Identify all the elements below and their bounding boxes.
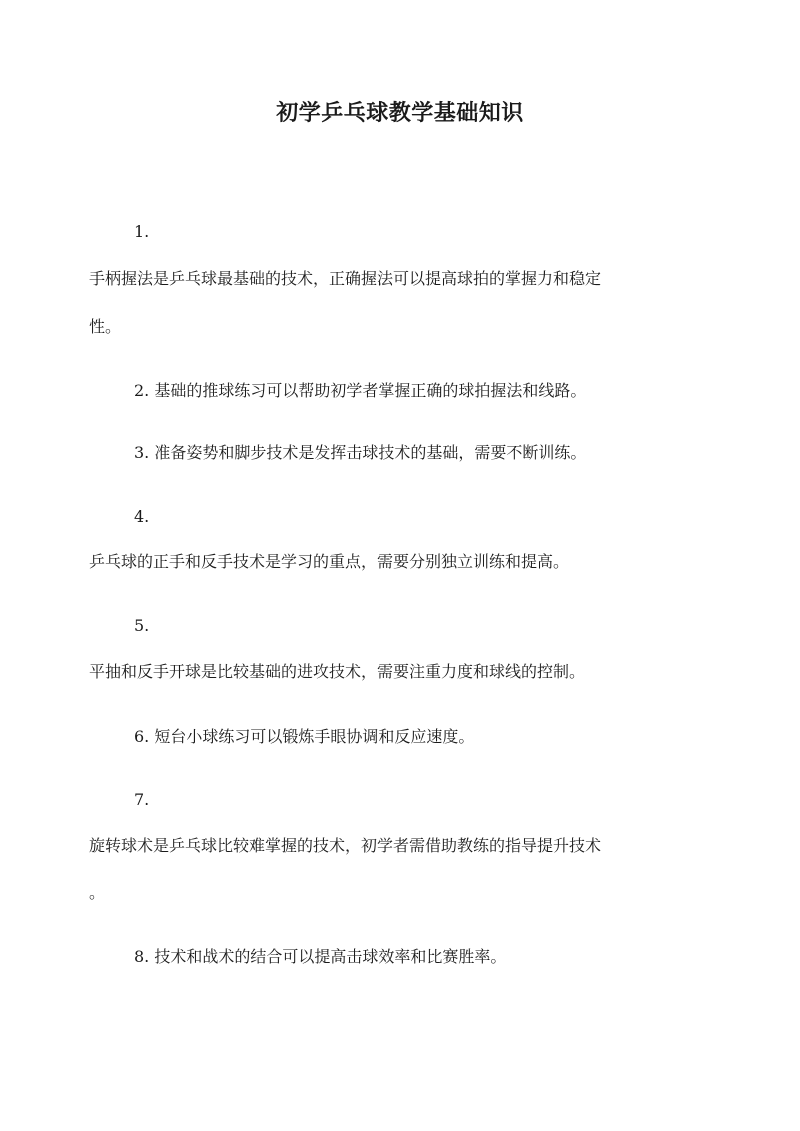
item-2-text: 2. 基础的推球练习可以帮助初学者掌握正确的球拍握法和线路。	[134, 381, 587, 400]
document-title: 初学乒乓球教学基础知识	[276, 100, 524, 126]
item-3-text: 3. 准备姿势和脚步技术是发挥击球技术的基础，需要不断训练。	[134, 443, 587, 462]
item-1-line-2: 性。	[89, 317, 122, 336]
item-6-text: 6. 短台小球练习可以锻炼手眼协调和反应速度。	[134, 727, 475, 746]
item-7-line-2: 。	[89, 883, 106, 902]
item-5-number: 5.	[134, 616, 150, 635]
item-7-line-1: 旋转球术是乒乓球比较难掌握的技术，初学者需借助教练的指导提升技术	[89, 836, 602, 855]
item-4-line-1: 乒乓球的正手和反手技术是学习的重点，需要分别独立训练和提高。	[89, 552, 570, 571]
item-1-line-1: 手柄握法是乒乓球最基础的技术，正确握法可以提高球拍的掌握力和稳定	[89, 269, 602, 288]
item-8-text: 8. 技术和战术的结合可以提高击球效率和比赛胜率。	[134, 947, 507, 966]
item-1-number: 1.	[134, 222, 150, 241]
item-5-line-1: 平抽和反手开球是比较基础的进攻技术，需要注重力度和球线的控制。	[89, 662, 586, 681]
item-7-number: 7.	[134, 790, 150, 809]
item-4-number: 4.	[134, 507, 150, 526]
